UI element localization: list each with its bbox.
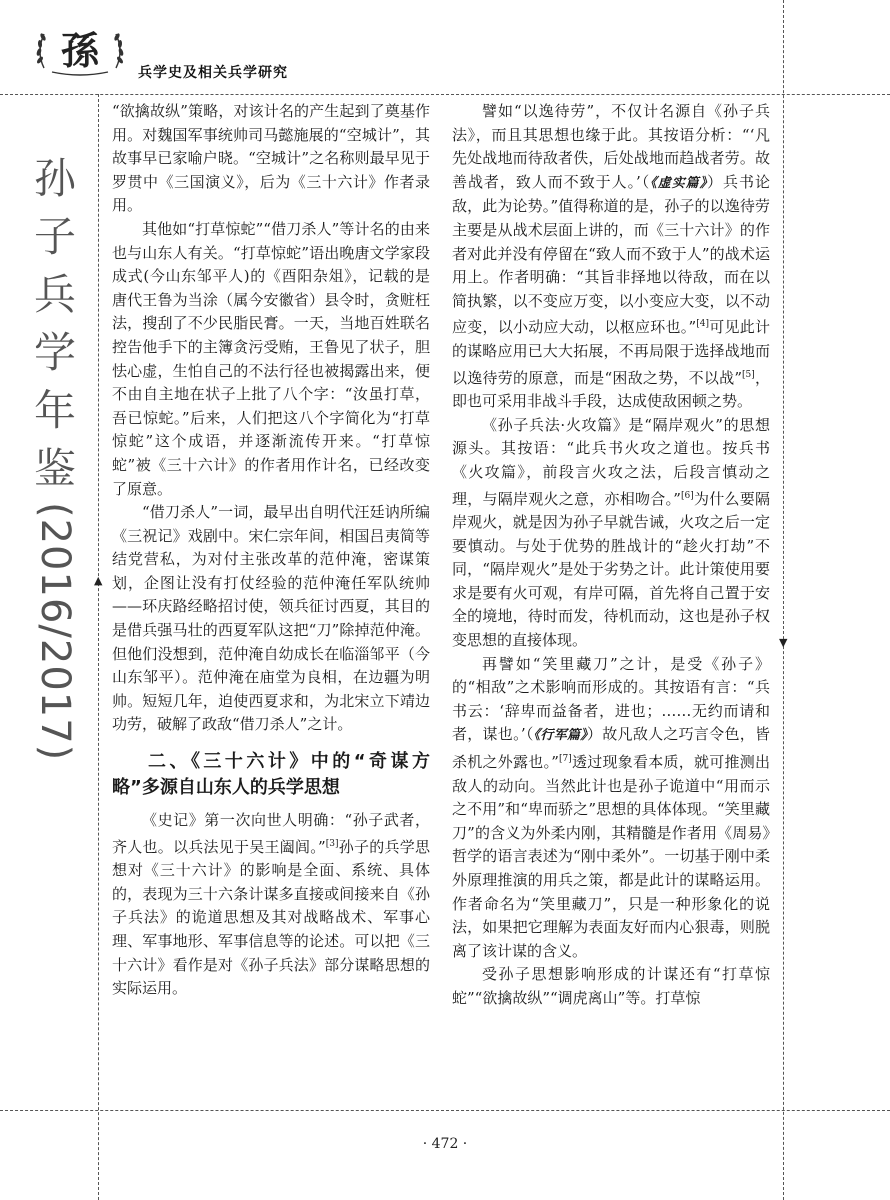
right-p1-b: ）兵书论敌，此为论势。”值得称道的是，孙子的以逸待劳主要是从战术层面上讲的，而《三十六计》的作者对此并没有停留在“致人而不致于人”的战术运用上。作者明确：“其旨非择地以待敌，而在以简执繁，以不变应万变，以小变应大变，以不动应变，以小动应大动，以枢应环也。” — [452, 172, 770, 337]
right-p1-c: 可见此计的谋略应用已大大拓展，不再局限于选择战地而以逸待劳的原意，而是“困敌之势，不以战” — [452, 318, 770, 387]
right-p3-b: ）故凡敌人之巧言令色，皆杀机之外露也。” — [452, 725, 770, 772]
right-dashed-rule — [783, 0, 784, 1200]
side-title-year: (2016/2017) — [32, 502, 78, 762]
citation-5: [5] — [742, 369, 755, 380]
right-paragraph-2 — [452, 414, 770, 653]
page-number: · 472 · — [422, 1136, 468, 1152]
right-paragraph-3 — [452, 653, 770, 964]
right-p1-a: 譬如“以逸待劳”，不仅计名源自《孙子兵法》，而且其思想也缘于此。其按语分析：“‘凡先处战地而待敌者佚，后处战地而趋战者劳。故善战者，致人而不致于人。’（ — [452, 102, 770, 191]
right-p1-source: 《虚实篇》 — [650, 175, 708, 191]
right-p1-d: ，即也可采用非战斗手段，达成使敌困顿之势。 — [452, 368, 770, 411]
left-paragraph-3: “借刀杀人”一词，最早出自明代汪廷讷所编《三祝记》戏剧中。宋仁宗年间，相国吕夷简等结党营私，为对付主张改革的范仲淹，密谋策划，企图让没有打仗经验的范仲淹任军队统帅——环庆路经略招讨使，领兵征讨西夏，其目的是借兵强马壮的西夏军队这把“刀”除掉范仲淹。但他们没想到，范仲淹自幼成长在临淄邹平（今山东邹平）。范仲淹在庙堂为良相，在边疆为明帅。短短几年，迫使西夏求和，为北宋立下靖边功劳，破解了政敌“借刀杀人”之计。 — [112, 503, 430, 734]
left-paragraph-4-tail: 孙子的兵学思想对《三十六计》的影响是全面、系统、具体的，表现为三十六条计谋多直接或间接来自《孙子兵法》的诡道思想及其对战略战术、军事心理、军事地形、军事信息等的论述。可以把《三十六计》看作是对《孙子兵法》部分谋略思想的实际运用。 — [112, 837, 430, 998]
citation-6: [6] — [680, 490, 694, 501]
side-title: 孙子兵学年鉴 — [33, 154, 76, 493]
left-paragraph-4-text: 《史记》第一次向世人明确：“孙子武者，齐人也。以兵法见于吴王阖闾。” — [112, 811, 430, 856]
citation-3: [3] — [325, 838, 339, 849]
citation-4: [4] — [696, 319, 709, 330]
left-paragraph-4 — [112, 809, 430, 1001]
down-arrow-icon: ▼ — [779, 636, 788, 649]
section-heading: 二、《三十六计》中的“奇谋方略”多源自山东人的兵学思想 — [112, 751, 430, 799]
right-p3-source: 《行军篇》 — [533, 728, 588, 744]
left-paragraph-1: “欲擒故纵”策略，对该计名的产生起到了奠基作用。对魏国军事统帅司马懿施展的“空城计”，其故事早已家喻户晓。“空城计”之名称则最早见于罗贯中《三国演义》，后为《三十六计》作者录用。 — [112, 102, 430, 215]
left-column — [112, 100, 430, 1001]
right-p2-b: 为什么要隔岸观火，就是因为孙子早就告诫，火攻之后一定要慎动。与处于优势的胜战计的“趁火打劫”不同，“隔岸观火”是处于劣势之计。此计策使用要求是要有火可观，有岸可隔，首先将自己置于安全的境地，待时而发，待机而动，这也是孙子权变思想的直接体现。 — [452, 489, 770, 650]
right-p2-a: 《孙子兵法·火攻篇》是“隔岸观火”的思想源头。其按语：“此兵书火攻之道也。按兵书《火攻篇》，前段言火攻之法，后段言慎动之理，与隔岸观火之意，亦相吻合。” — [452, 415, 770, 508]
header-dashed-rule — [0, 94, 890, 95]
footer-dashed-rule — [0, 1110, 890, 1111]
right-paragraph-1 — [452, 100, 770, 414]
up-arrow-icon: ▲ — [94, 574, 103, 587]
left-paragraph-2: 其他如“打草惊蛇”“借刀杀人”等计名的由来也与山东人有关。“打草惊蛇”语出晚唐文学家段成式(今山东邹平人)的《酉阳杂俎》，记载的是唐代王鲁为当涂（属今安徽省）县令时，贪赃枉法，搜刮了不少民脂民膏。一天，当地百姓联名控告他手下的主簿贪污受贿，王鲁见了状子，胆怯心虚，生怕自己的不法行径也被揭露出来，便不由自主地在状子上批了八个字：“汝虽打草，吾已惊蛇。”后来，人们把这八个字简化为“打草惊蛇”这个成语，并逐渐流传开来。“打草惊蛇”被《三十六计》的作者用作计名，已经改变了原意。 — [112, 219, 430, 498]
right-paragraph-4: 受孙子思想影响形成的计谋还有“打草惊蛇”“欲擒故纵”“调虎离山”等。打草惊 — [452, 965, 770, 1007]
section-title: 兵学史及相关兵学研究 — [138, 65, 288, 81]
citation-7: [7] — [558, 754, 572, 765]
left-dashed-rule — [98, 94, 99, 1200]
yearbook-logo — [30, 14, 130, 78]
right-column — [452, 100, 770, 1011]
logo-glyph: 孫 — [60, 28, 100, 73]
right-p3-c: 透过现象看本质，就可推测出敌人的动向。当然此计也是孙子诡道中“用而示之不用”和“卑而骄之”思想的具体体现。“笑里藏刀”的含义为外柔内刚，其精髓是作者用《周易》哲学的语言表述为“刚中柔外”。一切基于刚中柔外原理推演的用兵之策，都是此计的谋略运用。作者命名为“笑里藏刀”，只是一种形象化的说法，如果把它理解为表面友好而内心狠毒，则脱离了该计谋的含义。 — [452, 753, 770, 960]
right-p3-a: 再譬如“笑里藏刀”之计，是受《孙子》的“相敌”之术影响而形成的。其按语有言：“兵书云：‘辞卑而益备者，进也；……无约而请和者，谋也。’（ — [452, 654, 770, 744]
